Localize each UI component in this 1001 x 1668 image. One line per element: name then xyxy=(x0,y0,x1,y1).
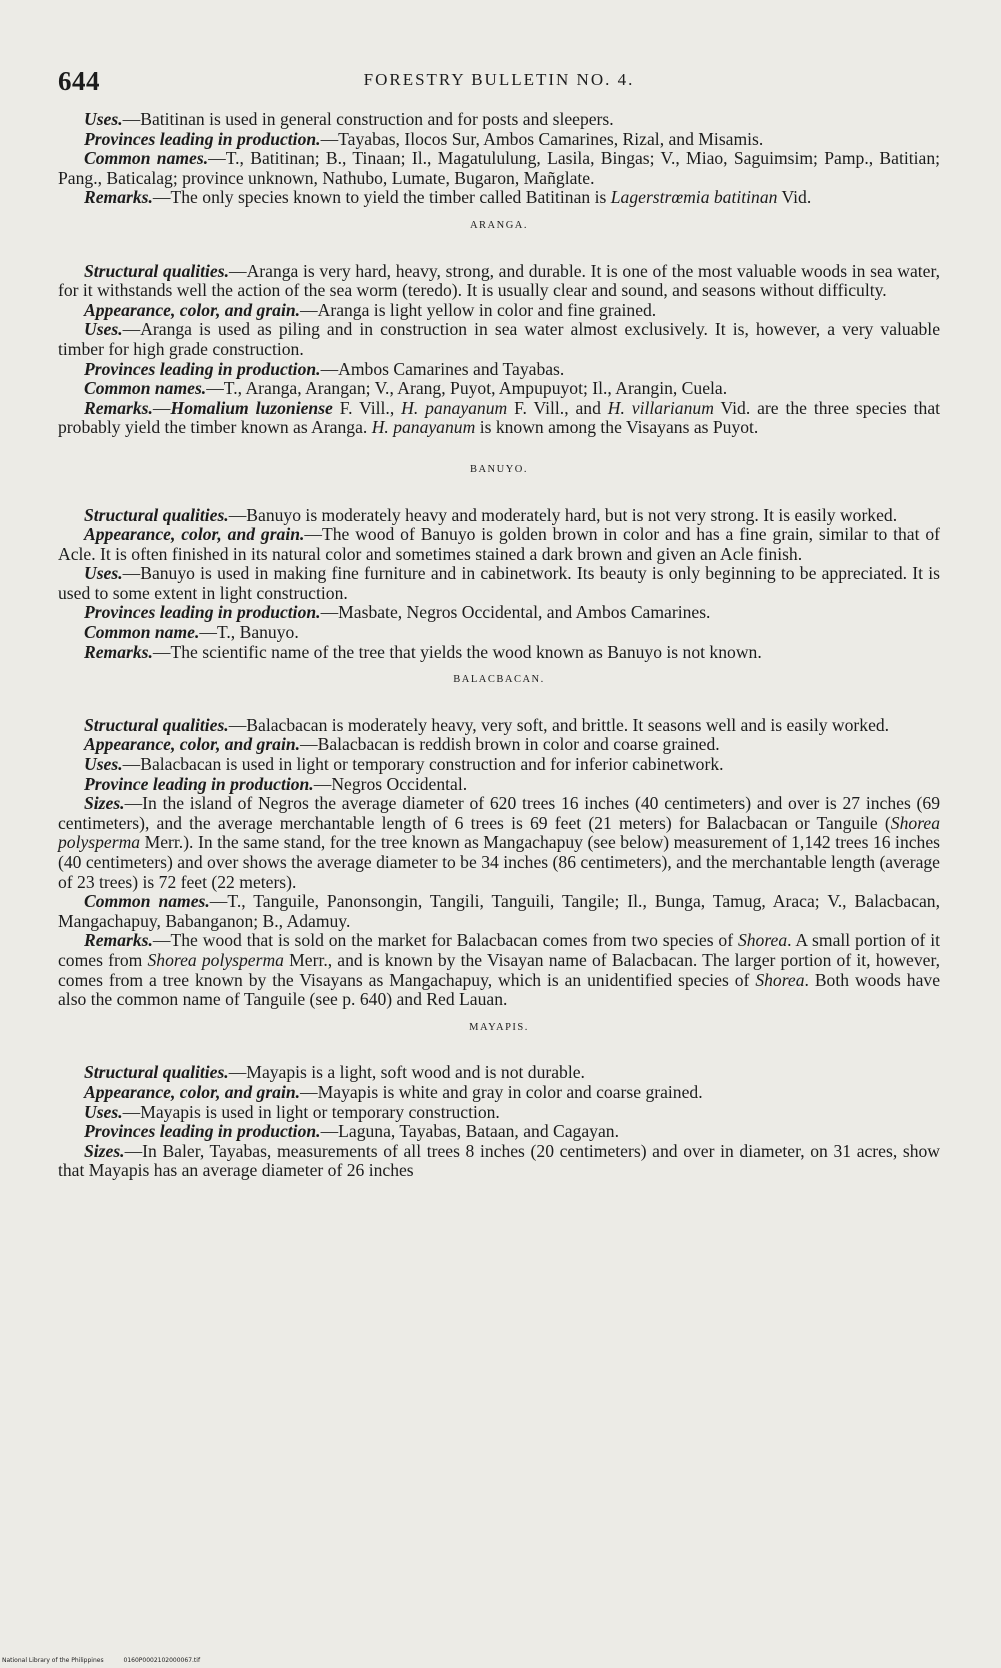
field-text: —Mayapis is a light, soft wood and is not durable. xyxy=(228,1062,585,1083)
paragraph-uses xyxy=(58,755,940,775)
field-label: Structural qualities. xyxy=(84,260,229,281)
field-label: Appearance, color, and grain. xyxy=(84,299,301,320)
field-text: —In the island of Negros the average diameter of 620 trees 16 inches (40 centimeters) and over is 27 inches (69 centimeters), and the average merchantable length of 6 trees is 69 feet (21 meters) for Balacbacan or Tanguile ( xyxy=(58,793,940,833)
field-text: —T., Aranga, Arangan; V., Arang, Puyot, Ampupuyot; Il., Arangin, Cuela. xyxy=(206,378,728,399)
paragraph-common-names xyxy=(58,379,940,399)
paragraph-sizes xyxy=(58,1142,940,1181)
field-text: —T., Banuyo. xyxy=(199,622,299,643)
field-label: Remarks. xyxy=(84,397,153,418)
field-text: —T., Batitinan; B., Tinaan; Il., Magatululung, Lasila, Bingas; V., Miao, Saguimsim; Pamp., Batitian; Pang., Baticalag; province unknown, Nathubo, Lumate, Bugaron, Mañglate. xyxy=(58,148,941,188)
field-label: Remarks. xyxy=(84,641,153,662)
field-text: —Laguna, Tayabas, Bataan, and Cagayan. xyxy=(320,1121,619,1142)
paragraph-remarks xyxy=(58,399,940,438)
field-label: Uses. xyxy=(84,563,123,584)
field-text: Merr., and is known by the Visayan name of Balacbacan. The larger portion of it, however, comes from a tree known by the Visayans as Mangachapuy, which is an unidentified species of xyxy=(58,949,940,990)
field-text: —Banuyo is moderately heavy and moderately hard, but is not very strong. It is easily worked. xyxy=(228,504,898,525)
field-text: —T., Tanguile, Panonsongin, Tangili, Tanguili, Tangile; Il., Bunga, Tamug, Araca; V., Balacbacan, Mangachapuy, Babanganon; B., Adamuy. xyxy=(58,891,941,931)
paragraph-province xyxy=(58,775,940,795)
scientific-name: Shorea polysperma xyxy=(58,812,940,853)
field-text: — xyxy=(152,397,171,418)
paragraph-structural xyxy=(58,716,940,736)
field-label: Uses. xyxy=(84,1101,123,1122)
scientific-name: Shorea polysperma xyxy=(147,949,284,970)
field-label: Provinces leading in production. xyxy=(84,358,321,379)
paragraph-provinces xyxy=(58,603,940,623)
field-label: Sizes. xyxy=(84,793,125,814)
field-text: —The only species known to yield the timber called Batitinan is xyxy=(152,187,611,208)
paragraph-uses xyxy=(58,1103,940,1123)
page-number: 644 xyxy=(58,66,100,96)
scientific-name: H. panayanum xyxy=(371,417,476,438)
field-text: Merr.). In the same stand, for the tree known as Mangachapuy (see below) measurement of 1,142 trees 16 inches (40 centimeters) and over shows the average diameter to be 34 inches (86 centimeters), and the merchantable length (average of 23 trees) is 72 feet (22 meters). xyxy=(58,832,940,892)
paragraph-appearance xyxy=(58,735,940,755)
field-label: Common names. xyxy=(84,891,210,912)
field-label: Common names. xyxy=(84,378,207,399)
paragraph-common-names xyxy=(58,892,940,931)
paragraph-provinces xyxy=(58,360,940,380)
field-text: —Banuyo is used in making fine furniture and in cabinetwork. Its beauty is only beginning to be appreciated. It is used to some extent in light construction. xyxy=(58,563,940,603)
field-text: —Aranga is very hard, heavy, strong, and durable. It is one of the most valuable woods in sea water, for it withstands well the action of the sea worm (teredo). It is usually clear and sound, and seasons without difficulty. xyxy=(58,260,941,301)
scan-code: 0160P0002102000067.tif xyxy=(123,1657,201,1664)
paragraph-structural xyxy=(58,1063,940,1083)
field-label: Appearance, color, and grain. xyxy=(84,734,301,755)
paragraph-uses xyxy=(58,110,940,130)
field-text: —Negros Occidental. xyxy=(313,773,468,794)
field-label: Sizes. xyxy=(84,1140,125,1161)
section-title-banuyo: BANUYO. xyxy=(469,463,529,475)
field-text: —Masbate, Negros Occidental, and Ambos Camarines. xyxy=(320,602,711,623)
library-credit: National Library of the Philippines xyxy=(2,1657,104,1664)
paragraph-uses xyxy=(58,320,940,359)
field-text: —The wood of Banuyo is golden brown in color and has a fine grain, similar to that of Acle. It is often finished in its natural color and sometimes stained a dark brown and given an Acle finish. xyxy=(58,524,941,564)
paragraph-structural xyxy=(58,262,940,301)
paragraph-structural xyxy=(58,506,940,526)
field-text: —In Baler, Tayabas, measurements of all trees 8 inches (20 centimeters) and over in diameter, on 31 acres, show that Mayapis has an average diameter of 26 inches xyxy=(58,1140,940,1181)
field-text: —Mayapis is used in light or temporary construction. xyxy=(122,1101,500,1122)
paragraph-appearance xyxy=(58,301,940,321)
field-text: F. Vill., and xyxy=(507,397,608,418)
scientific-name: H. villarianum xyxy=(607,397,714,418)
scientific-name: Homalium luzoniense xyxy=(170,397,333,418)
field-text: —Balacbacan is moderately heavy, very soft, and brittle. It seasons well and is easily worked. xyxy=(228,714,890,735)
field-text: Vid. are the three species that probably yield the timber known as Aranga. xyxy=(58,397,941,438)
field-label: Uses. xyxy=(84,109,123,129)
paragraph-appearance xyxy=(58,525,940,564)
scientific-name: Shorea xyxy=(755,969,805,990)
scientific-name: Shorea xyxy=(737,930,788,951)
field-text: —Mayapis is white and gray in color and coarse grained. xyxy=(300,1081,703,1102)
field-text: —Balacbacan is reddish brown in color and coarse grained. xyxy=(300,734,720,755)
running-title: FORESTRY BULLETIN NO. 4. xyxy=(363,70,635,89)
field-text: Vid. xyxy=(777,187,812,208)
section-title-mayapis: MAYAPIS. xyxy=(469,1021,529,1033)
field-label: Structural qualities. xyxy=(84,1062,229,1083)
paragraph-appearance xyxy=(58,1083,940,1103)
field-text: —Tayabas, Ilocos Sur, Ambos Camarines, Rizal, and Misamis. xyxy=(320,128,764,149)
field-text: —Balacbacan is used in light or temporary construction and for inferior cabinetwork. xyxy=(122,754,724,775)
field-label: Remarks. xyxy=(84,930,153,951)
paragraph-remarks xyxy=(58,643,940,663)
field-label: Appearance, color, and grain. xyxy=(84,1081,301,1102)
scientific-name: Lagerstrœmia batitinan xyxy=(610,187,778,208)
paragraph-common-names xyxy=(58,149,940,188)
scientific-name: H. panayanum xyxy=(401,397,508,418)
field-text: —Aranga is used as piling and in construction in sea water almost exclusively. It is, however, a very valuable timber for high grade construction. xyxy=(58,319,940,359)
field-label: Remarks. xyxy=(84,187,153,208)
paragraph-remarks xyxy=(58,188,940,208)
paragraph-common-names xyxy=(58,623,940,643)
paragraph-provinces xyxy=(58,130,940,150)
field-text: —Batitinan is used in general construction and for posts and sleepers. xyxy=(122,109,614,129)
field-label: Provinces leading in production. xyxy=(84,1121,321,1142)
field-text: —Ambos Camarines and Tayabas. xyxy=(320,358,565,379)
field-label: Common name. xyxy=(84,622,200,643)
field-label: Uses. xyxy=(84,754,123,775)
section-title-aranga: ARANGA. xyxy=(469,219,529,231)
field-label: Uses. xyxy=(84,319,123,340)
page-header xyxy=(58,62,940,102)
paragraph-sizes xyxy=(58,794,940,892)
field-label: Provinces leading in production. xyxy=(84,128,321,149)
field-text: F. Vill., xyxy=(332,397,402,418)
field-text: . Both woods have also the common name of Tanguile (see p. 640) and Red Lauan. xyxy=(58,969,941,1010)
field-label: Common names. xyxy=(84,148,209,169)
field-text: —The wood that is sold on the market for Balacbacan comes from two species of xyxy=(152,930,738,951)
field-text: . A small portion of it comes from xyxy=(58,930,941,970)
paragraph-uses xyxy=(58,564,940,603)
field-label: Structural qualities. xyxy=(84,504,229,525)
field-label: Structural qualities. xyxy=(84,714,229,735)
field-label: Appearance, color, and grain. xyxy=(84,524,305,545)
section-title-balacbacan: BALACBACAN. xyxy=(453,674,545,686)
field-text: is known among the Visayans as Puyot. xyxy=(475,417,759,438)
page-body xyxy=(58,110,940,1181)
paragraph-remarks xyxy=(58,931,940,1009)
field-text: —The scientific name of the tree that yields the wood known as Banuyo is not known. xyxy=(152,641,762,662)
scan-footer xyxy=(2,1657,218,1664)
field-text: —Aranga is light yellow in color and fine grained. xyxy=(300,299,657,320)
field-label: Province leading in production. xyxy=(84,773,314,794)
field-label: Provinces leading in production. xyxy=(84,602,321,623)
paragraph-provinces xyxy=(58,1122,940,1142)
